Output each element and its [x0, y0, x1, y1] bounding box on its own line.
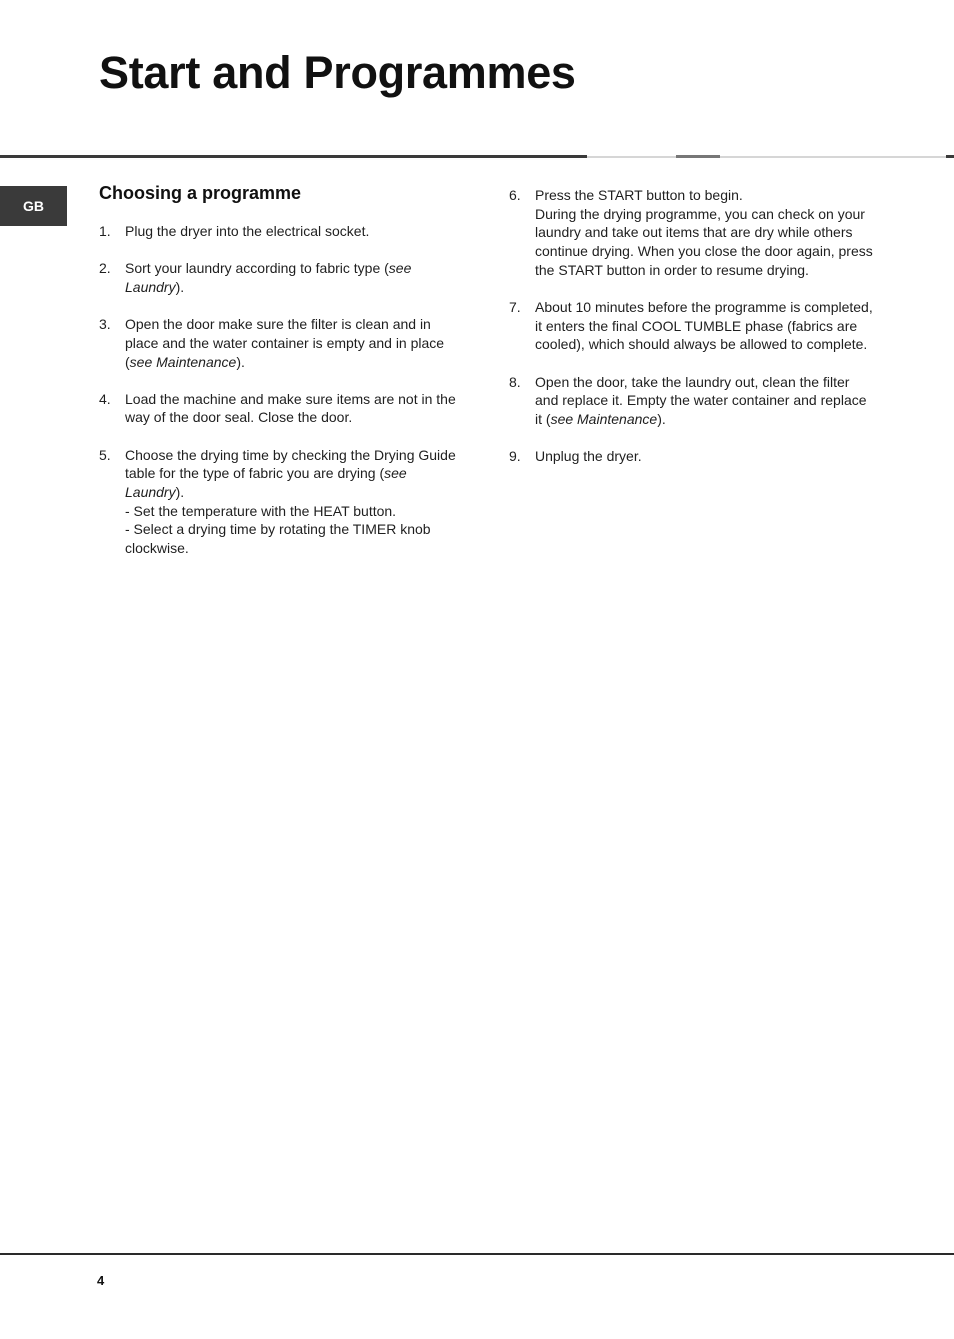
step-text-segment: ).: [175, 484, 185, 501]
step-text-segment: Sort your laundry according to fabric type (: [125, 260, 389, 277]
step-number: 1.: [99, 223, 111, 239]
step-text-segment: ).: [657, 411, 666, 428]
step-text-segment: ).: [236, 353, 245, 370]
step-text: [535, 298, 874, 354]
header-rule-dark: [0, 155, 587, 158]
language-tab: GB: [0, 186, 67, 226]
cross-reference: see Laundry: [125, 260, 412, 295]
step-text: [535, 447, 874, 466]
cross-reference: see Laundry: [125, 465, 407, 501]
steps-list-left: [99, 222, 464, 576]
cross-reference: see Maintenance: [129, 353, 237, 370]
step-subline: During the drying programme, you can check on your laundry and take out items that are dry while others continue drying. When you close the door again, press the START button in order to resume drying.: [535, 205, 873, 278]
step-item: [99, 315, 464, 371]
step-text-segment: Load the machine and make sure items are not in the way of the door seal. Close the door.: [125, 390, 456, 426]
header-rule-accent: [676, 155, 720, 158]
step-item: [509, 373, 874, 429]
step-subline: - Select a drying time by rotating the TIMER knob clockwise.: [125, 521, 431, 557]
step-number: 2.: [99, 260, 111, 277]
header-rule-light: [587, 156, 676, 158]
step-subline: - Set the temperature with the HEAT button.: [125, 502, 397, 519]
header-rule-end: [946, 155, 954, 158]
step-text-segment: Open the door make sure the filter is clean and in place and the water container is empty and in place (: [125, 316, 445, 370]
page-title: Start and Programmes: [99, 47, 576, 98]
step-text-segment: Plug the dryer into the electrical socket.: [125, 223, 370, 239]
step-text-segment: Press the START button to begin.: [535, 187, 743, 203]
step-number: 5.: [99, 446, 111, 463]
step-number: 4.: [99, 390, 111, 407]
step-text: [125, 446, 464, 502]
step-item: [99, 222, 464, 241]
step-number: 3.: [99, 316, 111, 333]
step-number: 7.: [509, 299, 521, 316]
steps-list-right: [509, 186, 874, 484]
step-number: 6.: [509, 187, 521, 203]
step-item: [99, 446, 464, 558]
step-text-segment: Open the door, take the laundry out, clean the filter and replace it. Empty the water container and replace it (: [535, 373, 867, 428]
footer-rule: [0, 1253, 954, 1255]
step-item: [509, 186, 874, 280]
step-text-segment: Unplug the dryer.: [535, 448, 642, 465]
section-heading: Choosing a programme: [99, 183, 302, 203]
header-rule-light-2: [720, 156, 946, 158]
step-item: [99, 259, 464, 296]
step-text: [125, 390, 464, 427]
step-number: 9.: [509, 448, 521, 465]
step-text: [125, 315, 464, 371]
step-text-segment: Choose the drying time by checking the Drying Guide table for the type of fabric you are drying (: [125, 446, 456, 482]
step-text: [125, 259, 464, 296]
step-text: [535, 186, 874, 205]
step-item: [509, 447, 874, 466]
step-number: 8.: [509, 373, 521, 390]
page-number: 4: [97, 1273, 105, 1288]
cross-reference: see Maintenance: [550, 411, 658, 428]
step-text-segment: About 10 minutes before the programme is completed, it enters the final COOL TUMBLE phase (fabrics are cooled), which should always be allowed to complete.: [535, 299, 873, 353]
step-item: [99, 390, 464, 427]
step-text: [125, 222, 464, 241]
step-text: [535, 373, 874, 429]
step-item: [509, 298, 874, 354]
step-text-segment: ).: [175, 278, 185, 295]
